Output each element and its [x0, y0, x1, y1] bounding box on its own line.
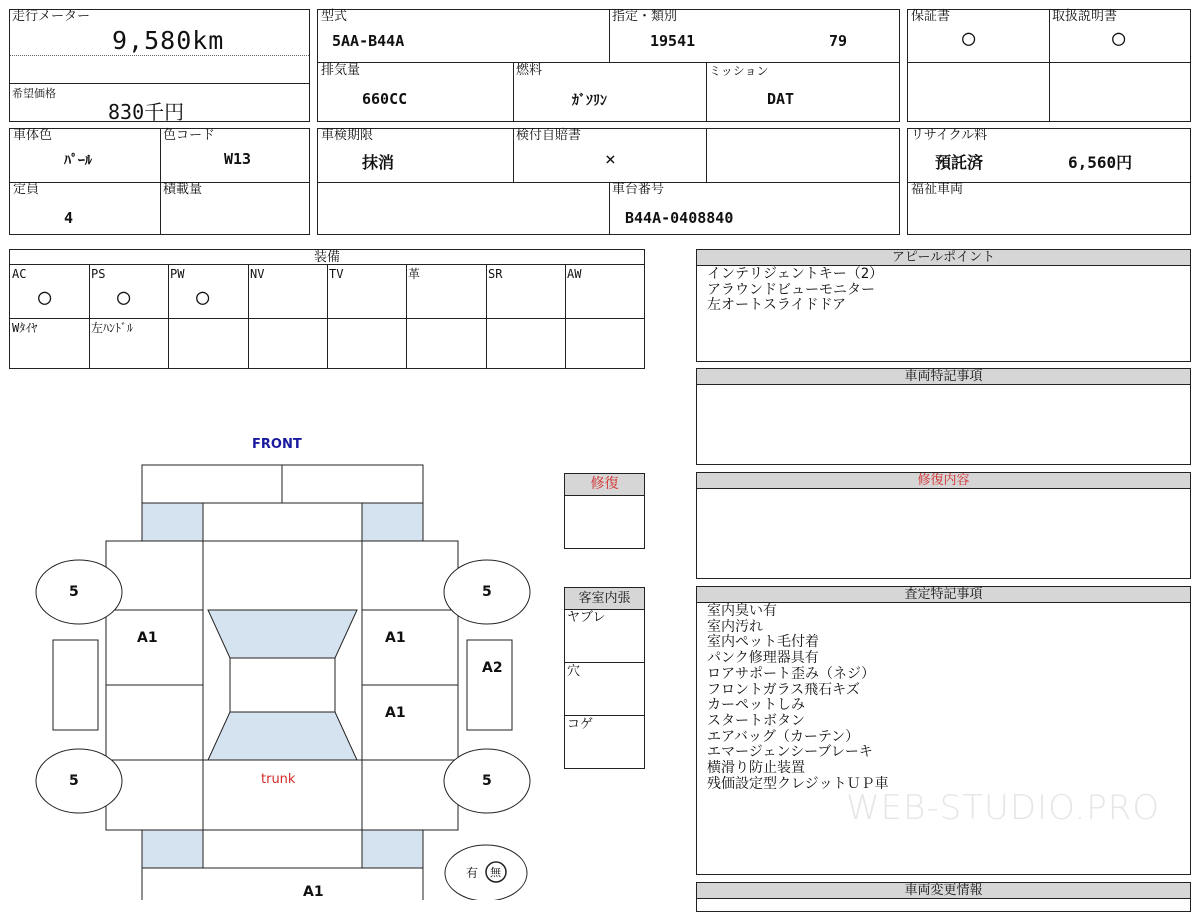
front-right-pillar [362, 503, 423, 541]
divider [609, 10, 610, 62]
car-damage-diagram [0, 430, 560, 900]
inspection-block [317, 128, 900, 235]
interior-title: 客室内張 [565, 588, 644, 610]
equip-mark-pw: ○ [196, 285, 210, 310]
list-item: 室内臭い有 [707, 603, 777, 619]
transmission-label: ミッション [709, 64, 769, 78]
panel-left-front-score: A1 [137, 630, 158, 646]
interior-item: 穴 [567, 664, 581, 679]
appeal-list [707, 267, 883, 314]
equip-label: PS [91, 267, 106, 281]
load-label: 積載量 [163, 182, 203, 197]
front-bumper-right [282, 465, 423, 503]
change-info-title: 車両変更情報 [697, 883, 1190, 899]
rear-center [203, 830, 362, 868]
spare-have-label: 有 [466, 866, 479, 880]
equip-label: PW [170, 267, 185, 281]
fuel-value: ｶﾞｿﾘﾝ [572, 93, 607, 109]
divider [706, 62, 707, 121]
list-item: ロアサポート歪み（ネジ） [707, 665, 875, 682]
trunk-label: trunk [261, 772, 296, 787]
body-color-label: 車体色 [13, 128, 53, 143]
classification-number: 79 [829, 32, 848, 50]
transmission-value: DAT [767, 90, 795, 108]
front-center [203, 503, 362, 541]
divider [706, 129, 707, 182]
vehicle-notes-panel [696, 368, 1191, 465]
windshield [208, 610, 357, 658]
divider [327, 265, 328, 368]
inspection-value: 抹消 [362, 153, 395, 172]
appeal-title: アピールポイント [697, 250, 1190, 266]
price-label: 希望価格 [12, 87, 56, 100]
watermark: WEB-STUDIO.PRO [846, 788, 1161, 828]
displacement-label: 排気量 [321, 63, 361, 78]
interior-item: ヤブレ [567, 610, 606, 625]
recycle-welfare-block [907, 128, 1191, 235]
divider [565, 662, 644, 663]
divider [248, 265, 249, 368]
manual-label: 取扱説明書 [1052, 9, 1118, 24]
divider [89, 265, 90, 368]
list-item: 室内汚れ [707, 618, 763, 635]
divider [486, 265, 487, 368]
spare-none-label: 無 [490, 866, 501, 879]
mileage-label: 走行メーター [12, 9, 91, 24]
equip-label: NV [250, 267, 265, 281]
divider [565, 265, 566, 368]
dotted-divider [10, 55, 309, 56]
divider [10, 83, 309, 84]
rear-glass [208, 712, 357, 760]
repair-details-panel [696, 472, 1191, 579]
list-item: 左オートスライドドア [707, 297, 847, 314]
equip-label: TV [329, 267, 344, 281]
color-code-label: 色コード [163, 128, 216, 143]
divider [513, 62, 514, 121]
body-color-value: ﾊﾟｰﾙ [64, 153, 92, 169]
repair-box [564, 473, 645, 549]
welfare-label: 福祉車両 [911, 182, 964, 197]
designation-number: 19541 [650, 32, 696, 50]
vehicle-notes-title: 車両特記事項 [697, 369, 1190, 385]
repair-box-title: 修復 [565, 474, 644, 496]
inspection-label: 車検期限 [321, 128, 374, 143]
color-capacity-block [9, 128, 310, 235]
equipment-table [9, 249, 645, 369]
recycle-label: リサイクル料 [911, 128, 988, 143]
fuel-label: 燃料 [516, 63, 543, 78]
capacity-label: 定員 [13, 182, 40, 197]
wheel-rear-left [36, 749, 122, 813]
list-item: パンク修理器具有 [707, 650, 819, 667]
equip-mark-ps: ○ [117, 285, 131, 310]
front-left-pillar [142, 503, 203, 541]
equip-label: AW [567, 267, 582, 281]
mileage-value: 9,580km [112, 26, 225, 55]
equip-label: AC [12, 267, 27, 281]
documents-block [907, 9, 1191, 122]
list-item: インテリジェントキー（2） [707, 266, 884, 282]
list-item: エアバッグ（カーテン） [707, 728, 860, 745]
repair-details-title: 修復内容 [697, 473, 1190, 489]
color-code-value: W13 [224, 150, 252, 168]
warranty-label: 保証書 [911, 9, 951, 24]
mileage-price-block [9, 9, 310, 122]
panel-right-front-score: A1 [385, 630, 406, 646]
panel-right-rear-score: A1 [385, 705, 406, 721]
divider [908, 62, 1190, 63]
liability-label: 検付自賠書 [516, 128, 582, 143]
divider [609, 182, 610, 234]
change-info-panel [696, 882, 1191, 912]
appeal-points-panel [696, 249, 1191, 362]
chassis-label: 車台番号 [612, 182, 665, 197]
equip-label: SR [488, 267, 503, 281]
rear-bumper [142, 868, 423, 900]
front-label: FRONT [252, 437, 302, 452]
panel-right-side-score: A2 [482, 660, 503, 676]
list-item: フロントガラス飛石キズ [707, 681, 860, 698]
divider [513, 129, 514, 182]
panel-rear-score: A1 [303, 884, 324, 900]
chassis-value: B44A-0408840 [625, 209, 734, 227]
divider [168, 265, 169, 368]
assessment-notes-panel [696, 586, 1191, 875]
list-item: スタートボタン [707, 712, 805, 729]
rear-right-pillar [362, 830, 423, 868]
wheel-front-left [36, 560, 122, 624]
equip-label: 革 [408, 267, 421, 281]
list-item: アラウンドビューモニター [707, 281, 875, 298]
rear-left-pillar [142, 830, 203, 868]
wheel-fr-score: 5 [482, 584, 492, 600]
equip-label: Wﾀｲﾔ [12, 321, 38, 335]
divider [1049, 10, 1050, 121]
recycle-amount: 6,560円 [1068, 153, 1133, 172]
roof [230, 658, 335, 712]
front-bumper-left [142, 465, 282, 503]
list-item: 室内ペット毛付着 [707, 634, 819, 651]
list-item: 横滑り防止装置 [707, 760, 805, 777]
divider [565, 715, 644, 716]
divider [10, 182, 309, 183]
spec-block [317, 9, 900, 122]
liability-value: × [605, 149, 616, 170]
interior-box [564, 587, 645, 769]
equipment-title: 装備 [10, 250, 644, 265]
designation-label: 指定・類別 [612, 9, 678, 24]
equip-label: 左ﾊﾝﾄﾞﾙ [91, 321, 134, 335]
wheel-rr-score: 5 [482, 773, 492, 789]
assessment-title: 査定特記事項 [697, 587, 1190, 603]
list-item: 残価設定型クレジットＵＰ車 [707, 775, 889, 792]
warranty-mark: ○ [962, 26, 976, 51]
equip-mark-ac: ○ [38, 285, 52, 310]
list-item: エマージェンシーブレーキ [707, 744, 873, 761]
model-label: 型式 [321, 9, 348, 24]
wheel-fl-score: 5 [69, 584, 79, 600]
model-value: 5AA-B44A [332, 32, 405, 50]
list-item: カーペットしみ [707, 697, 805, 714]
displacement-value: 660CC [362, 90, 408, 108]
right-side-panel [467, 640, 512, 730]
divider [406, 265, 407, 368]
divider [318, 62, 899, 63]
assessment-list [707, 604, 889, 792]
interior-item: コゲ [567, 717, 594, 732]
price-value: 830千円 [108, 100, 185, 124]
capacity-value: 4 [64, 209, 74, 227]
recycle-status: 預託済 [935, 153, 984, 172]
left-side-panel [53, 640, 98, 730]
manual-mark: ○ [1112, 26, 1126, 51]
wheel-rl-score: 5 [69, 773, 79, 789]
